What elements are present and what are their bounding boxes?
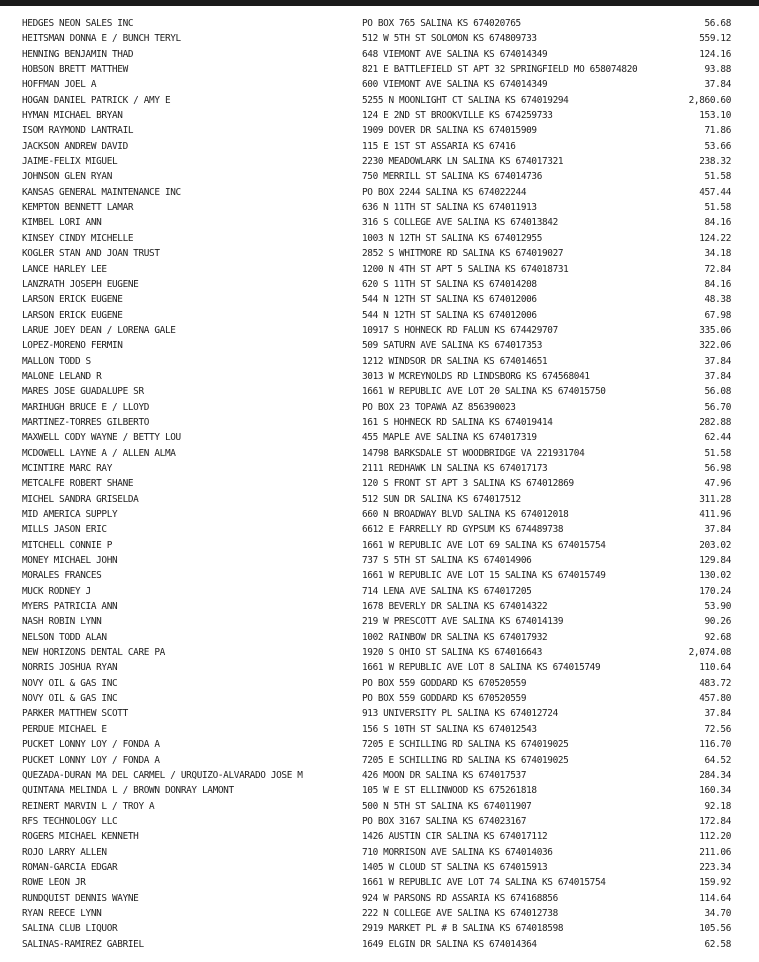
table-row	[0, 123, 759, 138]
table-row	[0, 599, 759, 614]
mailing-address: 1426 AUSTIN CIR SALINA KS 674017112	[362, 831, 548, 843]
mailing-address: 5255 N MOONLIGHT CT SALINA KS 674019294	[362, 94, 569, 106]
table-row	[0, 308, 759, 323]
table-row	[0, 799, 759, 814]
mailing-address: PO BOX 23 TOPAWA AZ 856390023	[362, 401, 516, 413]
table-row	[0, 829, 759, 844]
owner-name: MICHEL SANDRA GRISELDA	[22, 493, 139, 505]
mailing-address: 10917 S HOHNECK RD FALUN KS 674429707	[362, 324, 558, 336]
owner-name: NASH ROBIN LYNN	[22, 616, 102, 628]
owner-name: PUCKET LONNY LOY / FONDA A	[22, 754, 160, 766]
table-row	[0, 215, 759, 230]
mailing-address: 544 N 12TH ST SALINA KS 674012006	[362, 294, 537, 306]
owner-name: MCDOWELL LAYNE A / ALLEN ALMA	[22, 447, 176, 459]
owner-name: JAIME-FELIX MIGUEL	[22, 156, 118, 168]
mailing-address: 2230 MEADOWLARK LN SALINA KS 674017321	[362, 156, 564, 168]
mailing-address: 1003 N 12TH ST SALINA KS 674012955	[362, 232, 543, 244]
table-row	[0, 860, 759, 875]
owner-name: QUEZADA-DURAN MA DEL CARMEL / URQUIZO-ALVARADO JOSE M	[22, 769, 303, 781]
top-border-rule	[0, 0, 759, 6]
amount-value: 92.68	[704, 631, 731, 643]
mailing-address: 636 N 11TH ST SALINA KS 674011913	[362, 202, 537, 214]
amount-value: 72.84	[704, 263, 731, 275]
amount-value: 47.96	[704, 478, 731, 490]
table-row	[0, 16, 759, 31]
owner-name: PARKER MATTHEW SCOTT	[22, 708, 128, 720]
table-row	[0, 522, 759, 537]
mailing-address: PO BOX 559 GODDARD KS 670520559	[362, 693, 527, 705]
amount-value: 172.84	[699, 815, 731, 827]
owner-name: NORRIS JOSHUA RYAN	[22, 662, 118, 674]
amount-value: 282.88	[699, 416, 731, 428]
table-row	[0, 277, 759, 292]
mailing-address: 750 MERRILL ST SALINA KS 674014736	[362, 171, 543, 183]
mailing-address: 648 VIEMONT AVE SALINA KS 674014349	[362, 48, 548, 60]
mailing-address: 1661 W REPUBLIC AVE LOT 20 SALINA KS 674015750	[362, 386, 606, 398]
owner-name: HYMAN MICHAEL BRYAN	[22, 110, 123, 122]
table-row	[0, 139, 759, 154]
table-row	[0, 430, 759, 445]
owner-name: KOGLER STAN AND JOAN TRUST	[22, 248, 160, 260]
amount-value: 84.16	[704, 217, 731, 229]
mailing-address: 120 S FRONT ST APT 3 SALINA KS 674012869	[362, 478, 574, 490]
amount-value: 284.34	[699, 769, 731, 781]
owner-name: RFS TECHNOLOGY LLC	[22, 815, 118, 827]
mailing-address: 512 SUN DR SALINA KS 674017512	[362, 493, 521, 505]
amount-value: 322.06	[699, 340, 731, 352]
mailing-address: 737 S 5TH ST SALINA KS 674014906	[362, 555, 532, 567]
table-row	[0, 645, 759, 660]
amount-value: 160.34	[699, 785, 731, 797]
mailing-address: PO BOX 2244 SALINA KS 674022244	[362, 186, 527, 198]
amount-value: 223.34	[699, 861, 731, 873]
mailing-address: 222 N COLLEGE AVE SALINA KS 674012738	[362, 907, 558, 919]
amount-value: 56.98	[704, 462, 731, 474]
amount-value: 37.84	[704, 355, 731, 367]
table-row	[0, 584, 759, 599]
amount-value: 71.86	[704, 125, 731, 137]
owner-name: RUNDQUIST DENNIS WAYNE	[22, 892, 139, 904]
mailing-address: 1661 W REPUBLIC AVE LOT 15 SALINA KS 674015749	[362, 570, 606, 582]
owner-name: PUCKET LONNY LOY / FONDA A	[22, 739, 160, 751]
table-row	[0, 737, 759, 752]
amount-value: 110.64	[699, 662, 731, 674]
table-row	[0, 93, 759, 108]
owner-name: MONEY MICHAEL JOHN	[22, 555, 118, 567]
owner-name: SALINA CLUB LIQUOR	[22, 923, 118, 935]
mailing-address: 124 E 2ND ST BROOKVILLE KS 674259733	[362, 110, 553, 122]
table-row	[0, 246, 759, 261]
amount-value: 238.32	[699, 156, 731, 168]
amount-value: 130.02	[699, 570, 731, 582]
amount-value: 114.64	[699, 892, 731, 904]
mailing-address: 1661 W REPUBLIC AVE LOT 8 SALINA KS 674015749	[362, 662, 601, 674]
table-row	[0, 553, 759, 568]
table-row	[0, 691, 759, 706]
table-row	[0, 906, 759, 921]
amount-value: 51.58	[704, 202, 731, 214]
table-row	[0, 338, 759, 353]
table-row	[0, 169, 759, 184]
table-row	[0, 31, 759, 46]
owner-name: JOHNSON GLEN RYAN	[22, 171, 113, 183]
owner-name: HEDGES NEON SALES INC	[22, 18, 134, 29]
mailing-address: 316 S COLLEGE AVE SALINA KS 674013842	[362, 217, 558, 229]
owner-name: MUCK RODNEY J	[22, 585, 91, 597]
mailing-address: 3013 W MCREYNOLDS RD LINDSBORG KS 674568041	[362, 370, 590, 382]
table-row	[0, 753, 759, 768]
table-row	[0, 62, 759, 77]
mailing-address: PO BOX 3167 SALINA KS 674023167	[362, 815, 527, 827]
table-row	[0, 262, 759, 277]
amount-value: 37.84	[704, 370, 731, 382]
mailing-address: 105 W E ST ELLINWOOD KS 675261818	[362, 785, 537, 797]
mailing-address: 161 S HOHNECK RD SALINA KS 674019414	[362, 416, 553, 428]
amount-value: 53.90	[704, 601, 731, 613]
owner-name: REINERT MARVIN L / TROY A	[22, 800, 155, 812]
amount-value: 53.66	[704, 140, 731, 152]
owner-name: KINSEY CINDY MICHELLE	[22, 232, 134, 244]
owner-name: MAXWELL CODY WAYNE / BETTY LOU	[22, 432, 181, 444]
mailing-address: 710 MORRISON AVE SALINA KS 674014036	[362, 846, 553, 858]
mailing-address: 1649 ELGIN DR SALINA KS 674014364	[362, 938, 537, 950]
owner-name: MILLS JASON ERIC	[22, 524, 107, 536]
owner-name: SALINAS-RAMIREZ GABRIEL	[22, 938, 144, 950]
owner-name: KEMPTON BENNETT LAMAR	[22, 202, 134, 214]
mailing-address: 1405 W CLOUD ST SALINA KS 674015913	[362, 861, 548, 873]
table-row	[0, 461, 759, 476]
table-row	[0, 768, 759, 783]
amount-value: 62.58	[704, 938, 731, 950]
table-row	[0, 400, 759, 415]
owner-name: PERDUE MICHAEL E	[22, 723, 107, 735]
table-row	[0, 676, 759, 691]
table-row	[0, 891, 759, 906]
amount-value: 51.58	[704, 171, 731, 183]
mailing-address: 7205 E SCHILLING RD SALINA KS 674019025	[362, 754, 569, 766]
owner-name: ROGERS MICHAEL KENNETH	[22, 831, 139, 843]
owner-name: MORALES FRANCES	[22, 570, 102, 582]
mailing-address: 509 SATURN AVE SALINA KS 674017353	[362, 340, 543, 352]
amount-value: 116.70	[699, 739, 731, 751]
mailing-address: 7205 E SCHILLING RD SALINA KS 674019025	[362, 739, 569, 751]
amount-value: 2,074.08	[688, 647, 731, 659]
amount-value: 37.84	[704, 524, 731, 536]
amount-value: 56.70	[704, 401, 731, 413]
owner-name: NOVY OIL & GAS INC	[22, 693, 118, 705]
table-row	[0, 783, 759, 798]
amount-value: 457.44	[699, 186, 731, 198]
mailing-address: 1920 S OHIO ST SALINA KS 674016643	[362, 647, 543, 659]
amount-value: 64.52	[704, 754, 731, 766]
owner-name: RYAN REECE LYNN	[22, 907, 102, 919]
table-row	[0, 614, 759, 629]
amount-value: 37.84	[704, 708, 731, 720]
table-row	[0, 660, 759, 675]
owner-name: HOFFMAN JOEL A	[22, 79, 97, 91]
owner-name: MYERS PATRICIA ANN	[22, 601, 118, 613]
table-row	[0, 354, 759, 369]
owner-name: LARSON ERICK EUGENE	[22, 294, 123, 306]
amount-value: 311.28	[699, 493, 731, 505]
owner-name: ROJO LARRY ALLEN	[22, 846, 107, 858]
mailing-address: 6612 E FARRELLY RD GYPSUM KS 674489738	[362, 524, 564, 536]
owner-name: LARUE JOEY DEAN / LORENA GALE	[22, 324, 176, 336]
mailing-address: 512 W 5TH ST SOLOMON KS 674809733	[362, 33, 537, 45]
table-row	[0, 154, 759, 169]
amount-value: 335.06	[699, 324, 731, 336]
table-row	[0, 568, 759, 583]
table-row	[0, 323, 759, 338]
mailing-address: 2111 REDHAWK LN SALINA KS 674017173	[362, 462, 548, 474]
table-row	[0, 875, 759, 890]
table-row	[0, 630, 759, 645]
owner-name: LOPEZ-MORENO FERMIN	[22, 340, 123, 352]
owner-name: ROMAN-GARCIA EDGAR	[22, 861, 118, 873]
mailing-address: 924 W PARSONS RD ASSARIA KS 674168856	[362, 892, 558, 904]
owner-name: NEW HORIZONS DENTAL CARE PA	[22, 647, 165, 659]
table-row	[0, 937, 759, 952]
owner-name: KANSAS GENERAL MAINTENANCE INC	[22, 186, 181, 198]
mailing-address: 660 N BROADWAY BLVD SALINA KS 674012018	[362, 509, 569, 520]
mailing-address: 500 N 5TH ST SALINA KS 674011907	[362, 800, 532, 812]
mailing-address: 219 W PRESCOTT AVE SALINA KS 674014139	[362, 616, 564, 628]
mailing-address: 1661 W REPUBLIC AVE LOT 74 SALINA KS 674015754	[362, 877, 606, 889]
table-row	[0, 921, 759, 936]
owner-name: QUINTANA MELINDA L / BROWN DONRAY LAMONT	[22, 785, 234, 797]
amount-value: 93.88	[704, 64, 731, 76]
owner-name: LANCE HARLEY LEE	[22, 263, 107, 275]
owner-name: HENNING BENJAMIN THAD	[22, 48, 134, 60]
listing-table	[0, 16, 759, 952]
mailing-address: 544 N 12TH ST SALINA KS 674012006	[362, 309, 537, 321]
mailing-address: 1200 N 4TH ST APT 5 SALINA KS 674018731	[362, 263, 569, 275]
owner-name: MALLON TODD S	[22, 355, 91, 367]
owner-name: JACKSON ANDREW DAVID	[22, 140, 128, 152]
amount-value: 72.56	[704, 723, 731, 735]
amount-value: 34.18	[704, 248, 731, 260]
owner-name: NELSON TODD ALAN	[22, 631, 107, 643]
table-row	[0, 538, 759, 553]
table-row	[0, 722, 759, 737]
mailing-address: 1661 W REPUBLIC AVE LOT 69 SALINA KS 674015754	[362, 539, 606, 551]
table-row	[0, 814, 759, 829]
mailing-address: 426 MOON DR SALINA KS 674017537	[362, 769, 527, 781]
mailing-address: 2919 MARKET PL # B SALINA KS 674018598	[362, 923, 564, 935]
mailing-address: PO BOX 559 GODDARD KS 670520559	[362, 677, 527, 689]
owner-name: MCINTIRE MARC RAY	[22, 462, 113, 474]
table-row	[0, 476, 759, 491]
amount-value: 67.98	[704, 309, 731, 321]
amount-value: 34.70	[704, 907, 731, 919]
owner-name: LANZRATH JOSEPH EUGENE	[22, 278, 139, 290]
amount-value: 203.02	[699, 539, 731, 551]
table-row	[0, 369, 759, 384]
owner-name: NOVY OIL & GAS INC	[22, 677, 118, 689]
owner-name: METCALFE ROBERT SHANE	[22, 478, 134, 490]
mailing-address: 620 S 11TH ST SALINA KS 674014208	[362, 278, 537, 290]
table-row	[0, 292, 759, 307]
table-row	[0, 77, 759, 92]
owner-name: HOBSON BRETT MATTHEW	[22, 64, 128, 76]
amount-value: 457.80	[699, 693, 731, 705]
amount-value: 62.44	[704, 432, 731, 444]
amount-value: 112.20	[699, 831, 731, 843]
table-row	[0, 108, 759, 123]
owner-name: HEITSMAN DONNA E / BUNCH TERYL	[22, 33, 181, 45]
table-row	[0, 185, 759, 200]
table-row	[0, 446, 759, 461]
owner-name: HOGAN DANIEL PATRICK / AMY E	[22, 94, 171, 106]
owner-name: LARSON ERICK EUGENE	[22, 309, 123, 321]
mailing-address: 1002 RAINBOW DR SALINA KS 674017932	[362, 631, 548, 643]
mailing-address: 1678 BEVERLY DR SALINA KS 674014322	[362, 601, 548, 613]
amount-value: 37.84	[704, 79, 731, 91]
mailing-address: 600 VIEMONT AVE SALINA KS 674014349	[362, 79, 548, 91]
table-row	[0, 492, 759, 507]
amount-value: 92.18	[704, 800, 731, 812]
amount-value: 48.38	[704, 294, 731, 306]
amount-value: 56.08	[704, 386, 731, 398]
amount-value: 124.16	[699, 48, 731, 60]
amount-value: 105.56	[699, 923, 731, 935]
amount-value: 483.72	[699, 677, 731, 689]
amount-value: 51.58	[704, 447, 731, 459]
amount-value: 84.16	[704, 278, 731, 290]
owner-name: ISOM RAYMOND LANTRAIL	[22, 125, 134, 137]
mailing-address: 821 E BATTLEFIELD ST APT 32 SPRINGFIELD MO 658074820	[362, 64, 638, 76]
amount-value: 129.84	[699, 555, 731, 567]
amount-value: 2,860.60	[688, 94, 731, 106]
amount-value: 211.06	[699, 846, 731, 858]
table-row	[0, 415, 759, 430]
mailing-address: 714 LENA AVE SALINA KS 674017205	[362, 585, 532, 597]
mailing-address: 14798 BARKSDALE ST WOODBRIDGE VA 221931704	[362, 447, 585, 459]
mailing-address: 2852 S WHITMORE RD SALINA KS 674019027	[362, 248, 564, 260]
table-row	[0, 384, 759, 399]
table-row	[0, 845, 759, 860]
owner-name: MITCHELL CONNIE P	[22, 539, 113, 551]
amount-value: 559.12	[699, 33, 731, 45]
owner-name: MALONE LELAND R	[22, 370, 102, 382]
mailing-address: 1909 DOVER DR SALINA KS 674015909	[362, 125, 537, 137]
mailing-address: 455 MAPLE AVE SALINA KS 674017319	[362, 432, 537, 444]
mailing-address: 156 S 10TH ST SALINA KS 674012543	[362, 723, 537, 735]
owner-name: MARIHUGH BRUCE E / LLOYD	[22, 401, 150, 413]
amount-value: 56.68	[704, 18, 731, 29]
amount-value: 90.26	[704, 616, 731, 628]
owner-name: ROWE LEON JR	[22, 877, 86, 889]
table-row	[0, 507, 759, 522]
mailing-address: 913 UNIVERSITY PL SALINA KS 674012724	[362, 708, 558, 720]
table-row	[0, 706, 759, 721]
table-row	[0, 200, 759, 215]
owner-name: MARES JOSE GUADALUPE SR	[22, 386, 144, 398]
mailing-address: 1212 WINDSOR DR SALINA KS 674014651	[362, 355, 548, 367]
mailing-address: 115 E 1ST ST ASSARIA KS 67416	[362, 140, 516, 152]
amount-value: 153.10	[699, 110, 731, 122]
amount-value: 124.22	[699, 232, 731, 244]
table-row	[0, 47, 759, 62]
mailing-address: PO BOX 765 SALINA KS 674020765	[362, 18, 521, 29]
owner-name: MID AMERICA SUPPLY	[22, 509, 118, 520]
owner-name: MARTINEZ-TORRES GILBERTO	[22, 416, 150, 428]
amount-value: 159.92	[699, 877, 731, 889]
table-row	[0, 231, 759, 246]
owner-name: KIMBEL LORI ANN	[22, 217, 102, 229]
amount-value: 411.96	[699, 509, 731, 520]
amount-value: 170.24	[699, 585, 731, 597]
